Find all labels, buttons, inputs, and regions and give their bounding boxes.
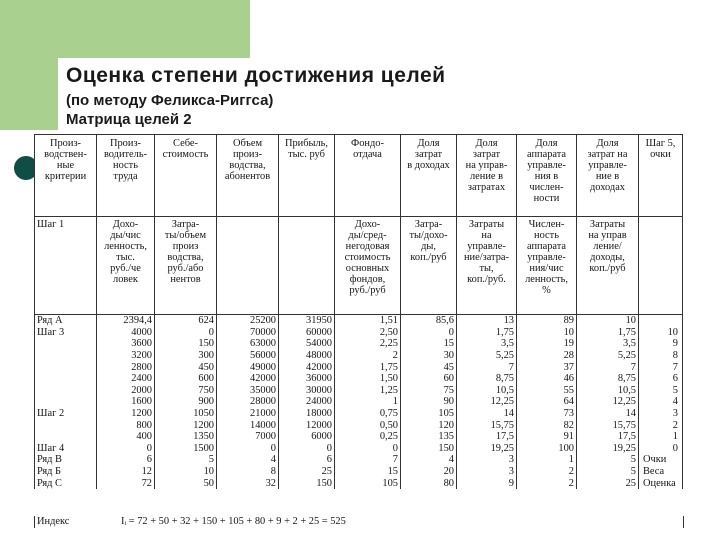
unit-line: Затраты xyxy=(468,219,505,230)
column-header-line: Фондо- xyxy=(351,138,384,149)
table-cell: 7 xyxy=(335,454,401,466)
table-row xyxy=(35,396,683,408)
column-header-line: Доля xyxy=(535,138,558,149)
table-cell: 20 xyxy=(401,466,457,478)
table-cell: 0 xyxy=(217,443,279,455)
goal-matrix-table xyxy=(34,134,683,489)
unit-line: Затра- xyxy=(171,219,200,230)
table-cell: Оценка xyxy=(639,477,683,489)
table-cell: 10 xyxy=(639,327,683,339)
table-cell: 150 xyxy=(401,443,457,455)
table-row xyxy=(35,373,683,385)
table-cell: 2 xyxy=(335,350,401,362)
unit-cell xyxy=(577,217,639,315)
unit-line: ды/сред- xyxy=(348,230,387,241)
table-cell: 5,25 xyxy=(457,350,517,362)
table-cell: 14 xyxy=(577,408,639,420)
table-cell: 54000 xyxy=(279,338,335,350)
unit-line: ловек xyxy=(113,274,138,285)
table-cell: 9 xyxy=(457,477,517,489)
table-cell: 42000 xyxy=(279,361,335,373)
table-cell: 135 xyxy=(401,431,457,443)
column-header-line: труда xyxy=(113,171,138,182)
table-row xyxy=(35,327,683,339)
column-header-line: Произ- xyxy=(109,138,142,149)
unit-cell xyxy=(401,217,457,315)
table-cell: 17,5 xyxy=(457,431,517,443)
table-cell: Шаг 3 xyxy=(35,327,97,339)
unit-line: Затра- xyxy=(414,219,443,230)
column-header-line: ния в xyxy=(534,171,559,182)
table-cell: 25 xyxy=(577,477,639,489)
table-cell xyxy=(35,373,97,385)
column-header-line: водствен- xyxy=(44,149,87,160)
table-cell: 15 xyxy=(401,338,457,350)
column-header-line: тыс. руб xyxy=(288,149,325,160)
table-cell: 28000 xyxy=(217,396,279,408)
table-cell: 1200 xyxy=(97,408,155,420)
table-cell: 82 xyxy=(517,419,577,431)
table-row xyxy=(35,431,683,443)
unit-line: руб./або xyxy=(167,263,204,274)
table-cell: 1,25 xyxy=(335,385,401,397)
table-cell: 300 xyxy=(155,350,217,362)
column-header-line: ние в xyxy=(595,171,620,182)
column-header xyxy=(401,135,457,217)
column-header-line: водитель- xyxy=(103,149,148,160)
table-cell: Ряд А xyxy=(35,315,97,327)
column-header-line: затратах xyxy=(467,182,506,193)
table-cell: 3,5 xyxy=(577,338,639,350)
index-formula: Iᵢ = 72 + 50 + 32 + 150 + 105 + 80 + 9 + 2 + 25 = 525 xyxy=(121,516,346,527)
table-cell: 2,25 xyxy=(335,338,401,350)
table-cell: 15,75 xyxy=(577,419,639,431)
table-cell: 89 xyxy=(517,315,577,327)
table-cell: 624 xyxy=(155,315,217,327)
column-header-line: произ- xyxy=(232,149,263,160)
table-cell: 5 xyxy=(639,385,683,397)
table-cell: 25 xyxy=(279,466,335,478)
table-cell: 80 xyxy=(401,477,457,489)
table-cell: 64 xyxy=(517,396,577,408)
table-cell: 19 xyxy=(517,338,577,350)
table-cell: 2 xyxy=(639,419,683,431)
table-cell: 0 xyxy=(97,443,155,455)
unit-line: ты/дохо- xyxy=(409,230,448,241)
table-cell xyxy=(35,431,97,443)
column-header-line: критерии xyxy=(44,171,87,182)
table-cell: Ряд Б xyxy=(35,466,97,478)
table-cell: 10 xyxy=(577,315,639,327)
table-cell xyxy=(35,396,97,408)
table-row xyxy=(35,408,683,420)
table-cell: 3200 xyxy=(97,350,155,362)
table-cell: Шаг 4 xyxy=(35,443,97,455)
table-row xyxy=(35,466,683,478)
unit-line: негодовая xyxy=(345,241,390,252)
column-header-line: ные xyxy=(56,160,75,171)
column-header-line: стоимость xyxy=(162,149,209,160)
table-row xyxy=(35,350,683,362)
table-cell: 100 xyxy=(517,443,577,455)
unit-line: Дохо- xyxy=(354,219,381,230)
unit-line: коп./руб. xyxy=(467,274,506,285)
table-cell: 28 xyxy=(517,350,577,362)
table-cell: 14000 xyxy=(217,419,279,431)
slide-title: Оценка степени достижения целей xyxy=(66,64,446,87)
table-cell: 1 xyxy=(517,454,577,466)
table-header-row xyxy=(35,135,683,217)
unit-line: ленность, xyxy=(525,274,568,285)
table-cell: 70000 xyxy=(217,327,279,339)
table-cell: 19,25 xyxy=(577,443,639,455)
table-cell: 1 xyxy=(335,396,401,408)
table-cell: 6 xyxy=(639,373,683,385)
unit-cell xyxy=(279,217,335,315)
table-cell: 10,5 xyxy=(457,385,517,397)
table-cell: 1350 xyxy=(155,431,217,443)
table-cell: 13 xyxy=(457,315,517,327)
column-header xyxy=(97,135,155,217)
column-header-line: ности xyxy=(533,193,560,204)
table-cell: 10 xyxy=(155,466,217,478)
table-cell: 150 xyxy=(279,477,335,489)
table-cell: 2800 xyxy=(97,361,155,373)
table-cell: Веса xyxy=(639,466,683,478)
table-cell: 120 xyxy=(401,419,457,431)
table-cell: 7 xyxy=(577,361,639,373)
table-cell: 55 xyxy=(517,385,577,397)
unit-cell xyxy=(155,217,217,315)
table-cell: 7 xyxy=(457,361,517,373)
column-header-line: Объем xyxy=(232,138,263,149)
unit-line: ния/чис xyxy=(529,263,564,274)
table-cell: 12000 xyxy=(279,419,335,431)
table-cell: 4 xyxy=(639,396,683,408)
unit-line: аппарата xyxy=(526,241,567,252)
unit-line: стоимость xyxy=(344,252,391,263)
table-cell: 14 xyxy=(457,408,517,420)
table-cell: 5 xyxy=(155,454,217,466)
table-cell: 60000 xyxy=(279,327,335,339)
table-cell: 0,75 xyxy=(335,408,401,420)
column-header xyxy=(279,135,335,217)
unit-line: коп./руб xyxy=(410,252,447,263)
table-cell: 31950 xyxy=(279,315,335,327)
unit-line: Затраты xyxy=(589,219,626,230)
unit-cell xyxy=(35,217,97,315)
unit-cell xyxy=(517,217,577,315)
table-cell: 42000 xyxy=(217,373,279,385)
unit-cell xyxy=(217,217,279,315)
table-row xyxy=(35,477,683,489)
table-cell: 19,25 xyxy=(457,443,517,455)
unit-line: фондов, xyxy=(349,274,386,285)
table-row xyxy=(35,315,683,327)
table-cell: 8,75 xyxy=(577,373,639,385)
table-cell: 0 xyxy=(639,443,683,455)
unit-line: управле- xyxy=(467,241,506,252)
unit-line: водства, xyxy=(167,252,204,263)
table-cell: 1,75 xyxy=(577,327,639,339)
table-cell: 36000 xyxy=(279,373,335,385)
table-cell: 48000 xyxy=(279,350,335,362)
unit-line: на управ xyxy=(588,230,627,241)
unit-line: % xyxy=(542,285,551,296)
unit-cell xyxy=(457,217,517,315)
column-header xyxy=(335,135,401,217)
table-cell: 12 xyxy=(97,466,155,478)
index-label: Индекс xyxy=(37,516,70,527)
table-cell: 46 xyxy=(517,373,577,385)
unit-line: ты/объем xyxy=(164,230,207,241)
column-header xyxy=(217,135,279,217)
table-cell: 3 xyxy=(457,466,517,478)
table-cell: 1 xyxy=(639,431,683,443)
table-cell: 800 xyxy=(97,419,155,431)
table-cell: 900 xyxy=(155,396,217,408)
slide-subtitle: (по методу Феликса-Риггса) xyxy=(66,92,274,109)
column-header-line: водства, xyxy=(229,160,266,171)
table-cell: 35000 xyxy=(217,385,279,397)
column-header-line: Доля xyxy=(417,138,440,149)
table-cell: 90 xyxy=(401,396,457,408)
table-row xyxy=(35,385,683,397)
column-header xyxy=(457,135,517,217)
column-header-line: управле- xyxy=(588,160,627,171)
table-row xyxy=(35,419,683,431)
unit-line: ды/чис xyxy=(110,230,141,241)
table-cell: 4000 xyxy=(97,327,155,339)
unit-line: тыс. xyxy=(116,252,135,263)
table-cell: 1,51 xyxy=(335,315,401,327)
column-header xyxy=(35,135,97,217)
table-cell: 17,5 xyxy=(577,431,639,443)
table-cell: 1500 xyxy=(155,443,217,455)
slide-subtitle-matrix: Матрица целей 2 xyxy=(66,111,192,128)
unit-cell xyxy=(97,217,155,315)
table-cell: 37 xyxy=(517,361,577,373)
table-cell: 10 xyxy=(517,327,577,339)
column-header xyxy=(639,135,683,217)
table-cell: 2400 xyxy=(97,373,155,385)
column-header xyxy=(577,135,639,217)
column-header-line: очки xyxy=(650,149,671,160)
column-header-line: Прибыль, xyxy=(284,138,329,149)
table-cell: 3 xyxy=(457,454,517,466)
table-cell: Ряд В xyxy=(35,454,97,466)
table-cell: 15 xyxy=(335,466,401,478)
table-cell: 30000 xyxy=(279,385,335,397)
table-cell: 400 xyxy=(97,431,155,443)
column-header xyxy=(517,135,577,217)
unit-line: ность xyxy=(534,230,559,241)
table-cell: 0 xyxy=(155,327,217,339)
column-header xyxy=(155,135,217,217)
unit-line: управле- xyxy=(527,252,566,263)
table-cell: 0,50 xyxy=(335,419,401,431)
goal-matrix-scan xyxy=(34,134,684,540)
table-cell: 0 xyxy=(401,327,457,339)
table-cell: 3 xyxy=(639,408,683,420)
column-header-line: числен- xyxy=(529,182,564,193)
table-cell: 21000 xyxy=(217,408,279,420)
table-cell: 0 xyxy=(279,443,335,455)
table-row xyxy=(35,454,683,466)
table-cell: 1600 xyxy=(97,396,155,408)
table-cell xyxy=(35,361,97,373)
column-header-line: затрат на xyxy=(587,149,628,160)
table-cell xyxy=(35,350,97,362)
table-cell: 30 xyxy=(401,350,457,362)
table-cell: 5 xyxy=(577,454,639,466)
column-header-line: абонентов xyxy=(224,171,271,182)
column-header-line: отдача xyxy=(353,149,382,160)
column-header-line: ность xyxy=(113,160,138,171)
table-cell: 1200 xyxy=(155,419,217,431)
table-cell: 5,25 xyxy=(577,350,639,362)
column-header-line: управле- xyxy=(527,160,566,171)
table-cell: 8 xyxy=(639,350,683,362)
table-cell: 15,75 xyxy=(457,419,517,431)
table-cell: 56000 xyxy=(217,350,279,362)
table-cell: 600 xyxy=(155,373,217,385)
unit-line: руб./че xyxy=(110,263,141,274)
unit-line: коп./руб xyxy=(589,263,626,274)
unit-line: руб./руб xyxy=(349,285,386,296)
unit-line: доходы, xyxy=(590,252,625,263)
table-cell: 0 xyxy=(335,443,401,455)
column-header-line: затрат xyxy=(414,149,443,160)
table-cell: 91 xyxy=(517,431,577,443)
table-cell: 85,6 xyxy=(401,315,457,327)
table-cell: 60 xyxy=(401,373,457,385)
unit-line: произ xyxy=(172,241,199,252)
table-cell: 2 xyxy=(517,477,577,489)
unit-line: ление/ xyxy=(593,241,622,252)
table-row xyxy=(35,443,683,455)
table-cell: 25200 xyxy=(217,315,279,327)
table-cell: Шаг 2 xyxy=(35,408,97,420)
column-header-line: аппарата xyxy=(526,149,567,160)
table-cell: 45 xyxy=(401,361,457,373)
column-header-line: в доходах xyxy=(407,160,450,171)
table-cell: 50 xyxy=(155,477,217,489)
table-cell: 2 xyxy=(517,466,577,478)
table-cell: 105 xyxy=(335,477,401,489)
unit-line: нентов xyxy=(170,274,201,285)
unit-line: ние/затра- xyxy=(463,252,509,263)
table-cell: 0,25 xyxy=(335,431,401,443)
table-cell: 3,5 xyxy=(457,338,517,350)
table-cell xyxy=(35,419,97,431)
unit-line: ты, xyxy=(479,263,494,274)
column-header-line: на управ- xyxy=(465,160,508,171)
column-header-line: ление в xyxy=(469,171,504,182)
table-cell: 1,75 xyxy=(457,327,517,339)
table-cell: 49000 xyxy=(217,361,279,373)
table-cell: 150 xyxy=(155,338,217,350)
table-cell: 750 xyxy=(155,385,217,397)
unit-cell xyxy=(639,217,683,315)
table-cell: 4 xyxy=(401,454,457,466)
unit-cell xyxy=(335,217,401,315)
table-cell: 75 xyxy=(401,385,457,397)
table-cell: 105 xyxy=(401,408,457,420)
table-row xyxy=(35,338,683,350)
index-formula-row xyxy=(34,516,684,528)
table-cell: Ряд С xyxy=(35,477,97,489)
table-cell: 6 xyxy=(97,454,155,466)
column-header-line: Себе- xyxy=(173,138,198,149)
table-cell: 12,25 xyxy=(457,396,517,408)
table-cell: 63000 xyxy=(217,338,279,350)
table-cell: 1,50 xyxy=(335,373,401,385)
table-cell: 73 xyxy=(517,408,577,420)
unit-line: ленность, xyxy=(104,241,147,252)
table-cell: 24000 xyxy=(279,396,335,408)
unit-line: Числен- xyxy=(528,219,565,230)
table-cell: 6 xyxy=(279,454,335,466)
column-header-line: затрат xyxy=(472,149,501,160)
table-cell: 2000 xyxy=(97,385,155,397)
table-cell: 12,25 xyxy=(577,396,639,408)
table-cell: 2,50 xyxy=(335,327,401,339)
table-cell: 7 xyxy=(639,361,683,373)
column-header-line: Произ- xyxy=(49,138,82,149)
table-cell: 8 xyxy=(217,466,279,478)
column-header-line: доходах xyxy=(589,182,625,193)
table-cell xyxy=(35,385,97,397)
table-cell: 450 xyxy=(155,361,217,373)
column-header-line: Шаг 5, xyxy=(645,138,676,149)
table-cell: 8,75 xyxy=(457,373,517,385)
table-cell: Очки xyxy=(639,454,683,466)
unit-line: Дохо- xyxy=(112,219,139,230)
unit-line: Шаг 1 xyxy=(37,219,65,230)
table-cell: 3600 xyxy=(97,338,155,350)
table-cell xyxy=(35,338,97,350)
table-cell: 7000 xyxy=(217,431,279,443)
units-row xyxy=(35,217,683,315)
column-header-line: Доля xyxy=(596,138,619,149)
table-cell: 72 xyxy=(97,477,155,489)
unit-line: основных xyxy=(345,263,390,274)
table-cell xyxy=(639,315,683,327)
table-cell: 18000 xyxy=(279,408,335,420)
table-cell: 6000 xyxy=(279,431,335,443)
table-cell: 9 xyxy=(639,338,683,350)
table-cell: 5 xyxy=(577,466,639,478)
table-cell: 1,75 xyxy=(335,361,401,373)
table-cell: 2394,4 xyxy=(97,315,155,327)
table-cell: 10,5 xyxy=(577,385,639,397)
unit-line: на xyxy=(481,230,492,241)
column-header-line: Доля xyxy=(475,138,498,149)
unit-line: ды, xyxy=(421,241,436,252)
table-cell: 1050 xyxy=(155,408,217,420)
table-row xyxy=(35,361,683,373)
table-cell: 4 xyxy=(217,454,279,466)
table-cell: 32 xyxy=(217,477,279,489)
